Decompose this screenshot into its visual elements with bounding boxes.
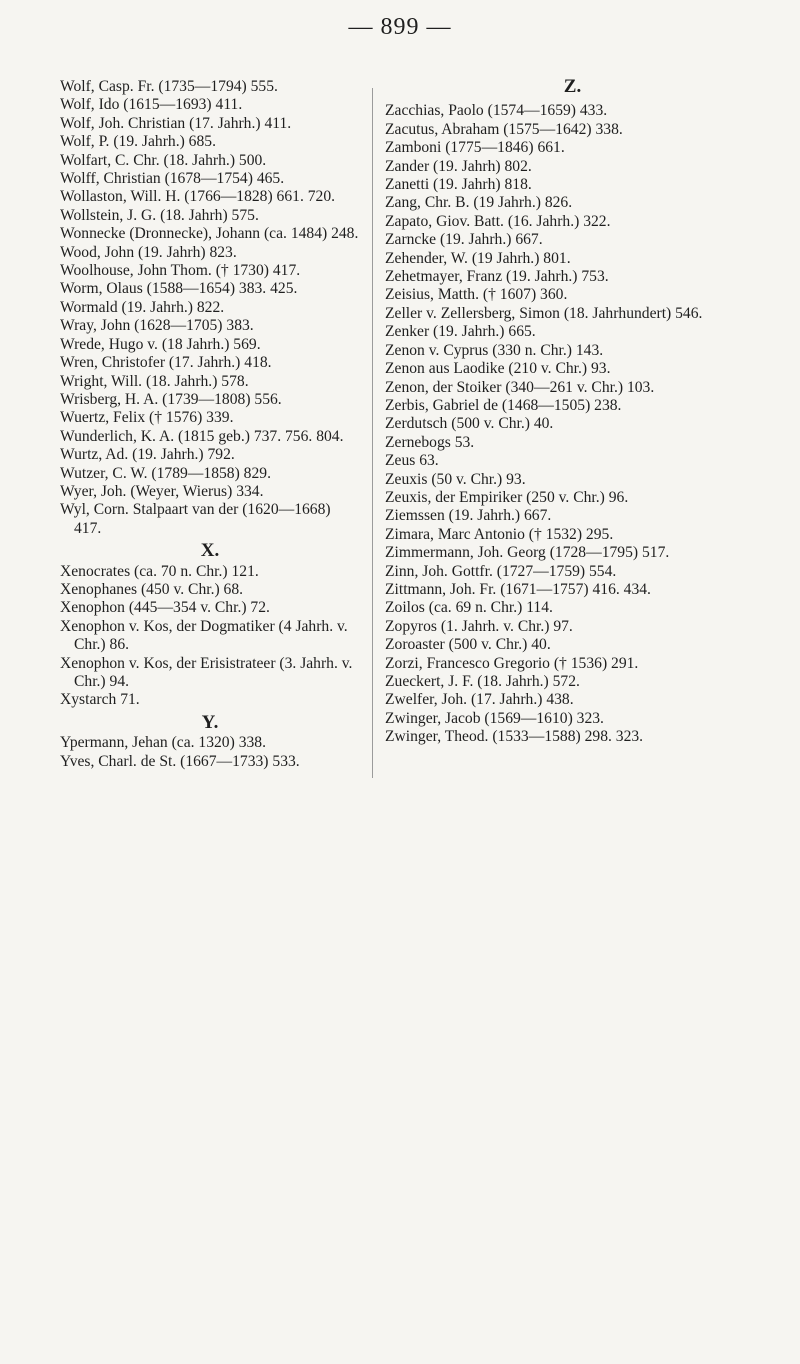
index-entry: Zoilos (ca. 69 n. Chr.) 114. [385, 599, 553, 617]
index-entry: Zimmermann, Joh. Georg (1728—1795) 517. [385, 544, 670, 562]
index-entry: Zang, Chr. B. (19 Jahrh.) 826. [385, 194, 573, 212]
index-entry: Zernebogs 53. [385, 433, 475, 451]
index-entry: Yves, Charl. de St. (1667—1733) 533. [60, 752, 300, 770]
index-entry: Woolhouse, John Thom. († 1730) 417. [60, 262, 301, 280]
index-entry: Wrede, Hugo v. (18 Jahrh.) 569. [60, 335, 261, 353]
index-entry: Wolf, Joh. Christian (17. Jahrh.) 411. [60, 114, 292, 132]
index-group-z [385, 102, 760, 746]
section-letter-y: Y. [201, 711, 219, 733]
index-entry: Zimara, Marc Antonio († 1532) 295. [385, 525, 614, 543]
index-entry: Wormald (19. Jahrh.) 822. [60, 298, 225, 316]
index-entry: Wutzer, C. W. (1789—1858) 829. [60, 464, 271, 482]
index-entry: Zamboni (1775—1846) 661. [385, 139, 565, 157]
index-entry: Zeller v. Zellersberg, Simon (18. Jahrhundert) 546. [385, 304, 703, 322]
index-entry: Xenophon v. Kos, der Erisistrateer (3. Jahrh. v. Chr.) 94. [60, 654, 353, 690]
index-entry: Wolf, Ido (1615—1693) 411. [60, 96, 243, 114]
index-group-y [60, 734, 360, 771]
index-entry: Xenophon v. Kos, der Dogmatiker (4 Jahrh. v. Chr.) 86. [60, 617, 348, 654]
index-entry: Zueckert, J. F. (18. Jahrh.) 572. [385, 673, 580, 690]
page-number: — 899 — [348, 14, 452, 40]
index-entry: Wren, Christofer (17. Jahrh.) 418. [60, 354, 272, 372]
index-entry: Zerbis, Gabriel de (1468—1505) 238. [385, 396, 622, 414]
index-entry: Xenocrates (ca. 70 n. Chr.) 121. [60, 562, 259, 580]
index-entry: Wurtz, Ad. (19. Jahrh.) 792. [60, 446, 235, 464]
index-entry: Wolfart, C. Chr. (18. Jahrh.) 500. [60, 151, 267, 169]
index-entry: Zeuxis (50 v. Chr.) 93. [385, 470, 526, 488]
index-entry: Zinn, Joh. Gottfr. (1727—1759) 554. [385, 562, 617, 580]
index-entry: Wright, Will. (18. Jahrh.) 578. [60, 372, 249, 390]
index-entry: Wood, John (19. Jahrh) 823. [60, 243, 237, 261]
index-entry: Zenon aus Laodike (210 v. Chr.) 93. [385, 360, 611, 378]
index-group-w [60, 78, 360, 538]
index-entry: Wollaston, Will. H. (1766—1828) 661. 720. [60, 188, 336, 206]
section-letter-z: Z. [563, 76, 582, 97]
index-entry: Wyl, Corn. Stalpaart van der (1620—1668) 417. [60, 501, 331, 537]
index-entry: Zacchias, Paolo (1574—1659) 433. [385, 102, 608, 120]
index-entry: Zwinger, Jacob (1569—1610) 323. [385, 709, 604, 727]
index-entry: Zanetti (19. Jahrh) 818. [385, 176, 532, 194]
index-entry: Xenophon (445—354 v. Chr.) 72. [60, 599, 270, 617]
index-entry: Wolf, P. (19. Jahrh.) 685. [60, 133, 216, 151]
index-entry: Wuertz, Felix († 1576) 339. [60, 409, 234, 427]
index-entry: Zwinger, Theod. (1533—1588) 298. 323. [385, 728, 644, 746]
index-entry: Zarncke (19. Jahrh.) 667. [385, 231, 543, 249]
index-entry: Zeus 63. [385, 452, 439, 470]
index-group-x [60, 563, 360, 710]
index-entry: Zander (19. Jahrh) 802. [385, 157, 532, 175]
index-entry: Wonnecke (Dronnecke), Johann (ca. 1484) 248. [60, 225, 359, 243]
index-entry: Zerdutsch (500 v. Chr.) 40. [385, 415, 554, 433]
column-divider [372, 88, 373, 778]
index-entry: Zittmann, Joh. Fr. (1671—1757) 416. 434. [385, 580, 651, 598]
index-entry: Wrisberg, H. A. (1739—1808) 556. [60, 390, 282, 408]
index-column-right [385, 78, 760, 747]
index-entry: Zwelfer, Joh. (17. Jahrh.) 438. [385, 691, 574, 709]
index-entry: Xystarch 71. [60, 691, 140, 709]
index-entry: Worm, Olaus (1588—1654) 383. 425. [60, 280, 298, 298]
index-entry: Zopyros (1. Jahrh. v. Chr.) 97. [385, 617, 573, 635]
index-entry: Zacutus, Abraham (1575—1642) 338. [385, 120, 623, 138]
index-entry: Wolff, Christian (1678—1754) 465. [60, 170, 285, 188]
index-entry: Wolf, Casp. Fr. (1735—1794) 555. [60, 78, 278, 95]
index-entry: Zapato, Giov. Batt. (16. Jahrh.) 322. [385, 212, 611, 230]
index-entry: Zeisius, Matth. († 1607) 360. [385, 286, 568, 304]
index-column-left [60, 78, 360, 771]
index-entry: Wunderlich, K. A. (1815 geb.) 737. 756. 804. [60, 427, 344, 445]
index-entry: Ziemssen (19. Jahrh.) 667. [385, 507, 552, 525]
index-entry: Zenon, der Stoiker (340—261 v. Chr.) 103. [385, 378, 655, 396]
index-entry: Zeuxis, der Empiriker (250 v. Chr.) 96. [385, 488, 629, 506]
index-entry: Zoroaster (500 v. Chr.) 40. [385, 636, 551, 654]
index-entry: Wyer, Joh. (Weyer, Wierus) 334. [60, 482, 264, 500]
index-entry: Zehetmayer, Franz (19. Jahrh.) 753. [385, 268, 609, 286]
index-entry: Ypermann, Jehan (ca. 1320) 338. [60, 734, 266, 752]
index-entry: Zorzi, Francesco Gregorio († 1536) 291. [385, 654, 639, 672]
index-entry: Wray, John (1628—1705) 383. [60, 317, 254, 335]
index-entry: Zenon v. Cyprus (330 n. Chr.) 143. [385, 341, 604, 359]
index-entry: Wollstein, J. G. (18. Jahrh) 575. [60, 206, 259, 224]
index-entry: Zenker (19. Jahrh.) 665. [385, 323, 536, 341]
index-entry: Zehender, W. (19 Jahrh.) 801. [385, 249, 571, 267]
section-letter-x: X. [200, 540, 220, 562]
index-entry: Xenophanes (450 v. Chr.) 68. [60, 580, 244, 598]
